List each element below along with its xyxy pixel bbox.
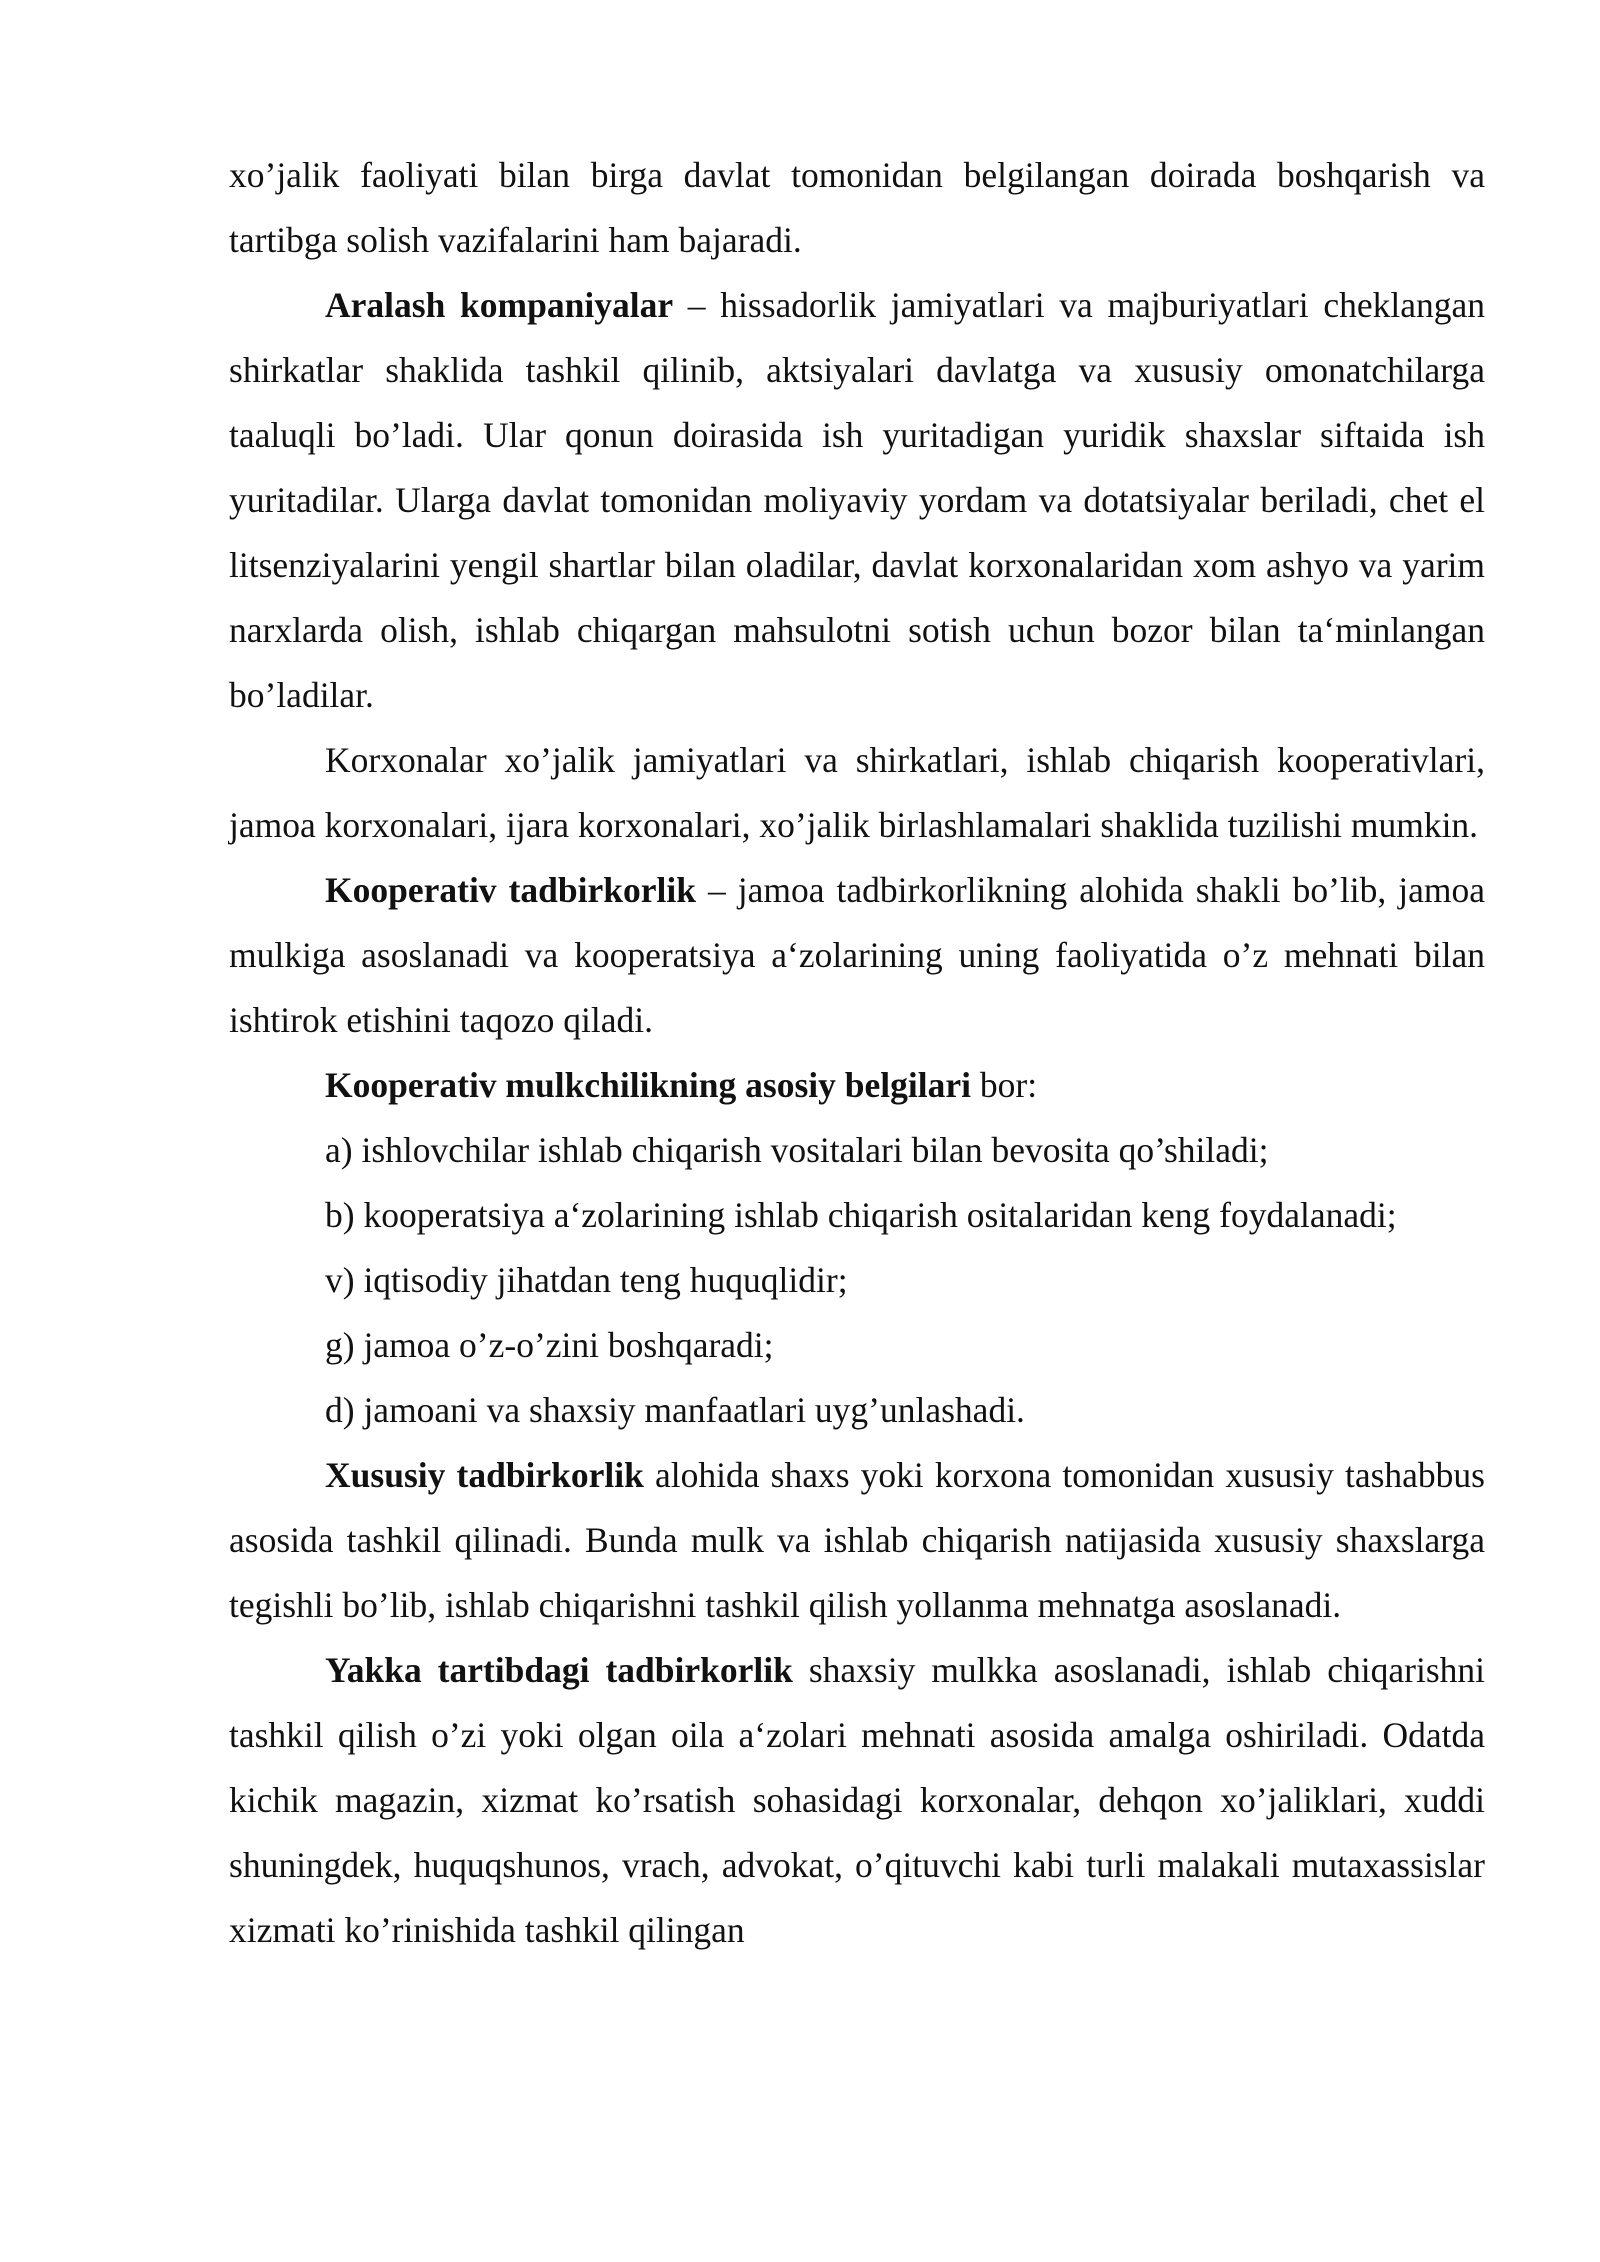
- paragraph-text: shaxsiy mulkka asoslanadi, ishlab chiqarishni tashkil qilish o’zi yoki olgan oila a‘zolari mehnati asosida amalga oshiriladi. Odatda kichik magazin, xizmat ko’rsatish sohasidagi korxonalar, dehqon xo’jaliklari, xuddi shuningdek, huquqshunos, vrach, advokat, o’qituvchi kabi turli malakali mutaxassislar xizmati ko’rinishida tashkil qilingan: [229, 1650, 1485, 1950]
- term-heading: Kooperativ mulkchilikning asosiy belgilari: [325, 1065, 971, 1105]
- term-heading: Kooperativ tadbirkorlik: [325, 870, 696, 910]
- term-heading: Aralash kompaniyalar: [325, 285, 674, 325]
- paragraph-kooperativ-tadbirkorlik: [229, 858, 1485, 1053]
- list-item: a) ishlovchilar ishlab chiqarish vositalari bilan bevosita qo’shiladi;: [325, 1130, 1269, 1170]
- paragraph-text: bor:: [971, 1065, 1038, 1105]
- paragraph-text: – jamoa tadbirkorlikning alohida shakli bo’lib, jamoa mulkiga asoslanadi va kooperatsiya a‘zolarining uning faoliyatida o’z mehnati bilan ishtirok etishini taqozo qiladi.: [229, 870, 1486, 1040]
- list-item: b) kooperatsiya a‘zolarining ishlab chiqarish ositalaridan keng foydalanadi;: [325, 1195, 1397, 1235]
- paragraph-continuation: [229, 143, 1485, 273]
- list-item: d) jamoani va shaxsiy manfaatlari uyg’unlashadi.: [325, 1390, 1025, 1430]
- paragraph-text: Korxonalar xo’jalik jamiyatlari va shirkatlari, ishlab chiqarish kooperativlari, jamoa korxonalari, ijara korxonalari, xo’jalik birlashlamalari shaklida tuzilishi mumkin.: [229, 740, 1485, 845]
- paragraph-korxonalar: [229, 728, 1485, 858]
- list-item: g) jamoa o’z-o’zini boshqaradi;: [325, 1325, 774, 1365]
- term-heading: Yakka tartibdagi tadbirkorlik: [325, 1650, 793, 1690]
- paragraph-kooperativ-belgilari: [229, 1053, 1485, 1118]
- list-item: v) iqtisodiy jihatdan teng huquqlidir;: [325, 1260, 848, 1300]
- term-heading: Xususiy tadbirkorlik: [325, 1455, 644, 1495]
- paragraph-text: – hissadorlik jamiyatlari va majburiyatlari cheklangan shirkatlar shaklida tashkil qilinib, aktsiyalari davlatga va xususiy omonatchilarga taaluqli bo’ladi. Ular qonun doirasida ish yuritadigan yuridik shaxslar siftaida ish yuritadilar. Ularga davlat tomonidan moliyaviy yordam va dotatsiyalar beriladi, chet el litsenziyalarini yengil shartlar bilan oladilar, davlat korxonalaridan xom ashyo va yarim narxlarda olish, ishlab chiqargan mahsulotni sotish uchun bozor bilan ta‘minlangan bo’ladilar.: [229, 285, 1485, 715]
- paragraph-aralash-kompaniyalar: [229, 273, 1485, 728]
- paragraph-text: xo’jalik faoliyati bilan birga davlat tomonidan belgilangan doirada boshqarish va tartibga solish vazifalarini ham bajaradi.: [229, 155, 1485, 260]
- document-page: [229, 143, 1485, 1963]
- paragraph-xususiy-tadbirkorlik: [229, 1443, 1485, 1638]
- paragraph-yakka-tartibdagi: [229, 1638, 1485, 1963]
- paragraph-text: alohida shaxs yoki korxona tomonidan xususiy tashabbus asosida tashkil qilinadi. Bunda mulk va ishlab chiqarish natijasida xususiy shaxslarga tegishli bo’lib, ishlab chiqarishni tashkil qilish yollanma mehnatga asoslanadi.: [229, 1455, 1485, 1625]
